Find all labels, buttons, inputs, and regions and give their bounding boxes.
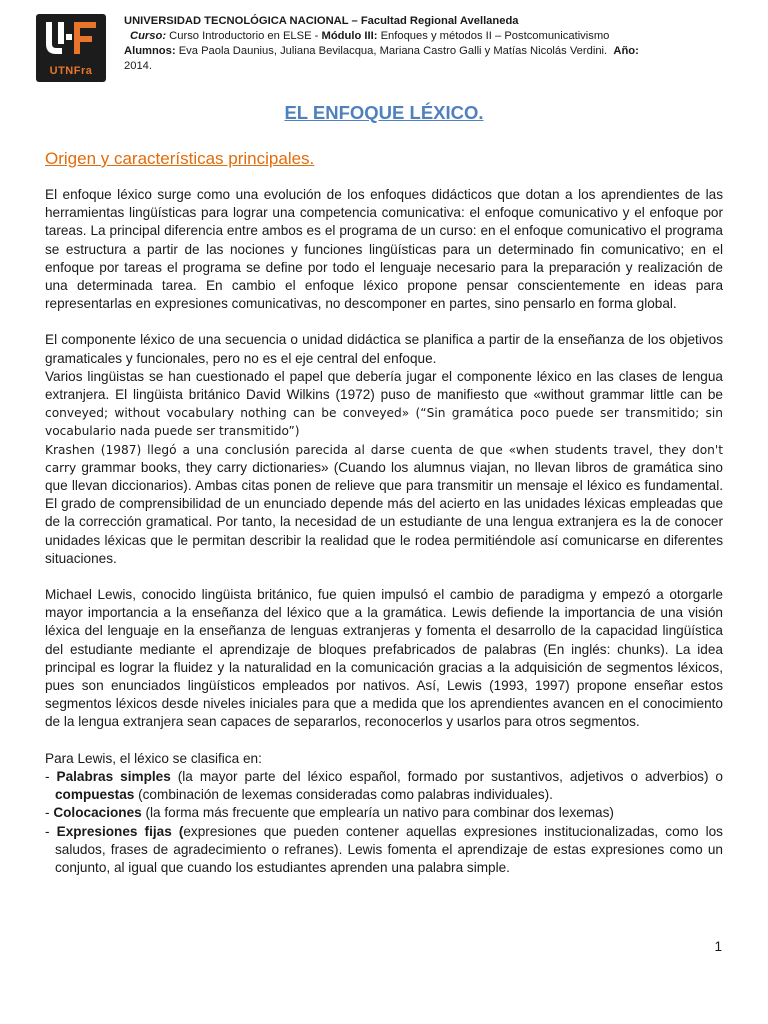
course-value: Curso Introductorio en ELSE - [169, 30, 319, 42]
year-label: Año: [613, 45, 639, 57]
list-item-expresiones: - Expresiones fijas (expresiones que pueden contener aquellas expresiones institucionalizadas, como los saludos, frases de agradecimiento o refranes). Lewis fomenta el aprendizaje de estas expresiones como un conjunto, al igual que cuando los estudiantes aprenden una palabra simple. [45, 823, 723, 875]
section-heading: Origen y características principales. [45, 149, 315, 168]
paragraph-3-part-a: Varios lingüistas se han cuestionado el papel que debería jugar el componente léxico en las clases de lengua extranjera. El lingüista británico David Wilkins (1972) puso de manifiesto que «without grammar little can be [45, 368, 723, 403]
year-line [124, 59, 724, 74]
term-colocaciones: Colocaciones [53, 805, 142, 821]
paragraph-4-part-b: grammar books, they carry dictionaries» (Cuando los alumnus viajan, no llevan libros de gramática sino que llevan diccionarios). Ambas citas ponen de relieve que para transmitir un mensaje el léxico es fundamental. El grado de comprensibilidad de un enunciado depende más del acierto en las unidades léxicas empleadas que de la corrección gramatical. Por tanto, la necesidad de un estudiante de una lengua extranjera es la de conocer unidades léxicas que le permitan describir la realidad que le rodea permitiéndole así comunicarse en diferentes situaciones. [45, 459, 723, 566]
term-compuestas: compuestas [55, 787, 135, 803]
paragraph-3-part-b: conveyed; without vocabulary nothing can be conveyed» (“Sin gramática poco puede ser transmitido; sin [45, 406, 723, 421]
term-palabras-simples: Palabras simples [56, 768, 171, 784]
paragraph-1: El enfoque léxico surge como una evolución de los enfoques didácticos que dotan a los aprendientes de las herramientas lingüísticas para lograr una competencia comunicativa: el enfoque comunicativo y el enfoque por tareas. La principal diferencia entre ambos es el programa de un curso: en el enfoque comunicativo el programa se estructura a partir de las nociones y funciones lingüísticas para un determinado fin comunicativo; en el enfoque por tareas el programa se define por todo el lenguaje necesario para la preparación y realización de una determinada tarea. En cambio el enfoque léxico propone pensar conscientemente en ideas para representarlas en expresiones comunicativas, no descomponer en partes, sino pensarlo en forma global. [45, 187, 723, 312]
list-item-palabras: - Palabras simples (la mayor parte del léxico español, formado por sustantivos, adjetivos o adverbios) o compuestas (combinación de lexemas consideradas como palabras individuales). [45, 768, 723, 803]
students-value: Eva Paola Daunius, Juliana Bevilacqua, Mariana Castro Galli y Matías Nicolás Verdini. [178, 45, 608, 57]
utn-logo-mark [36, 14, 106, 64]
document-title: EL ENFOQUE LÉXICO. [284, 102, 484, 123]
paragraph-5: Michael Lewis, conocido lingüista británico, fue quien impulsó el cambio de paradigma y empezó a otorgarle mayor importancia a la enseñanza del léxico que a la gramática. Lewis defiende la importancia de una visión léxica del lenguaje en la enseñanza de lenguas extranjeras y fomenta el desarrollo de la capacidad lingüística del estudiante mediante el aprendizaje de bloques prefabricados de palabras (En inglés: chunks). La idea principal es lograr la fluidez y la naturalidad en la comunicación gracias a la adquisición de segmentos léxicos, pues son enunciados lingüísticos empleados por nativos. Así, Lewis (1993, 1997) propone enseñar estos segmentos léxicos desde niveles iniciales para que a medida que los aprendientes avancen en el conocimiento de la lengua extranjera sean capaces de separarlos, reconocerlos y usarlos para otros segmentos. [45, 587, 723, 730]
item-1-text: (la mayor parte del léxico español, formado por sustantivos, adjetivos o adverbios) o [177, 768, 723, 784]
page-number: 1 [714, 939, 722, 954]
students-label: Alumnos: [124, 45, 176, 57]
item-1-text-2: (combinación de lexemas consideradas como palabras individuales). [138, 787, 553, 803]
logo-text: UTNFra [49, 65, 93, 77]
module-value: Enfoques y métodos II – Postcomunicativismo [380, 30, 610, 42]
list-item-colocaciones: - Colocaciones (la forma más frecuente que emplearía un nativo para combinar dos lexemas) [45, 805, 614, 821]
document-body [45, 186, 723, 877]
paragraph-4 [45, 441, 723, 568]
term-expresiones-fijas: Expresiones fijas ( [56, 823, 184, 839]
students-line [124, 44, 724, 59]
utn-logo [36, 14, 106, 82]
paragraph-4-part-a: Krashen (1987) llegó a una conclusión parecida al darse cuenta de que «when students travel, they don't carry [45, 442, 723, 475]
paragraph-2: El componente léxico de una secuencia o unidad didáctica se planifica a partir de la enseñanza de los objetivos gramaticales y funcionales, pero no es el eje central del enfoque. [45, 332, 723, 366]
item-3-text: expresiones que pueden contener aquellas expresiones institucionalizadas, como los saludos, frases de agradecimiento o refranes). Lewis fomenta el aprendizaje de estas expresiones como un conjunto, al igual que cuando los estudiantes aprenden una palabra simple. [55, 823, 723, 875]
document-header [124, 14, 724, 74]
module-label: Módulo III: [321, 30, 378, 42]
year-value: 2014. [124, 60, 152, 72]
university-name: UNIVERSIDAD TECNOLÓGICA NACIONAL – Facultad Regional Avellaneda [124, 15, 519, 27]
paragraph-3-part-c: vocabulario nada puede ser transmitido”) [45, 424, 300, 439]
university-line [124, 14, 724, 29]
item-2-text: (la forma más frecuente que emplearía un nativo para combinar dos lexemas) [145, 805, 614, 821]
course-label: Curso: [130, 30, 167, 42]
list-intro: Para Lewis, el léxico se clasifica en: [45, 750, 262, 766]
paragraph-3 [45, 368, 723, 441]
course-line [124, 29, 724, 44]
